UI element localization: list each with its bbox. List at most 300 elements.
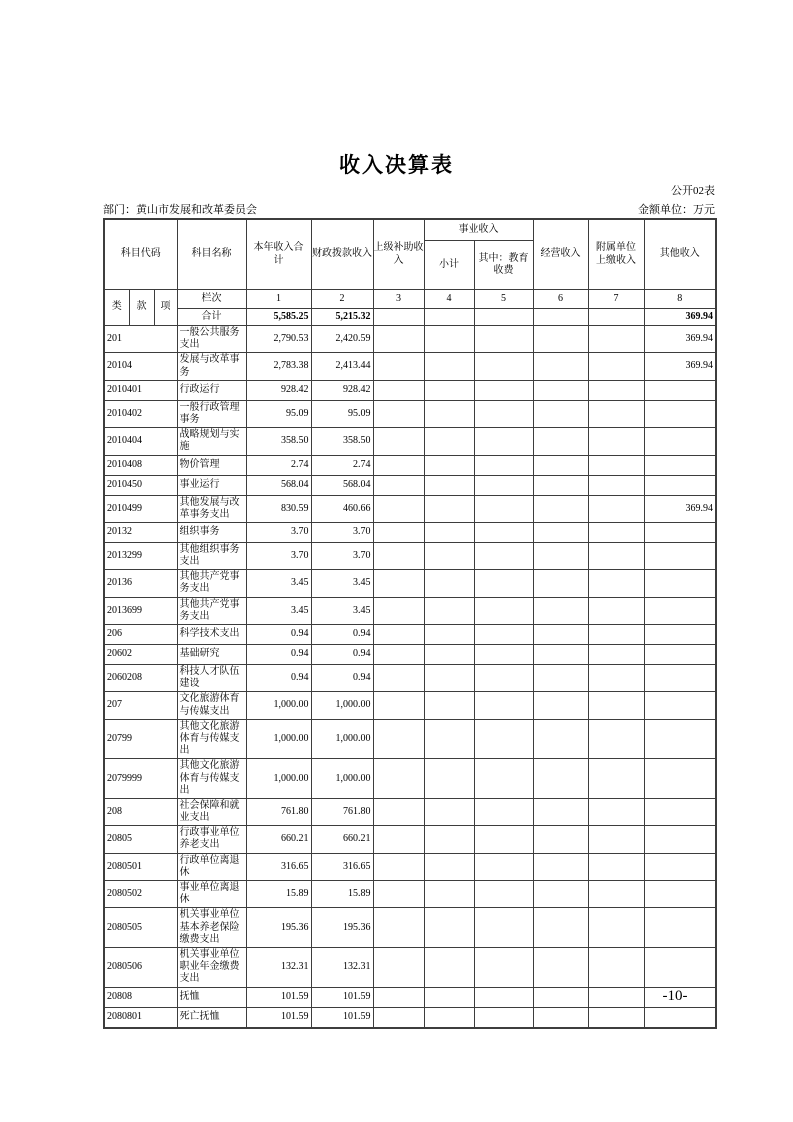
value-cell xyxy=(644,625,716,645)
table-row xyxy=(104,597,716,624)
value-cell xyxy=(533,570,588,597)
value-cell xyxy=(424,522,474,542)
value-cell: 3.70 xyxy=(246,522,311,542)
table-row xyxy=(104,987,716,1007)
table-row xyxy=(104,645,716,665)
header-section: 款 xyxy=(129,290,154,326)
value-cell xyxy=(424,326,474,353)
table-row xyxy=(104,428,716,455)
subject-code-cell: 2010401 xyxy=(104,380,177,400)
value-cell xyxy=(644,400,716,427)
value-cell xyxy=(424,645,474,665)
subject-code-cell: 201 xyxy=(104,326,177,353)
value-cell xyxy=(474,326,533,353)
subject-code-cell: 206 xyxy=(104,625,177,645)
value-cell xyxy=(533,947,588,987)
value-cell: 15.89 xyxy=(246,881,311,908)
value-cell xyxy=(644,798,716,825)
value-cell xyxy=(474,692,533,719)
value-cell xyxy=(424,853,474,880)
subject-code-cell: 2079999 xyxy=(104,759,177,799)
subject-code-cell: 2013299 xyxy=(104,542,177,569)
value-cell: 101.59 xyxy=(311,987,373,1007)
value-cell xyxy=(644,947,716,987)
subject-name-cell: 组织事务 xyxy=(177,522,246,542)
value-cell xyxy=(373,400,424,427)
value-cell xyxy=(424,455,474,475)
value-cell xyxy=(373,826,424,853)
table-row xyxy=(104,522,716,542)
table-row xyxy=(104,798,716,825)
value-cell xyxy=(474,522,533,542)
subject-name-cell: 其他文化旅游体育与传媒支出 xyxy=(177,719,246,759)
header-column-label: 栏次 xyxy=(177,290,246,309)
total-value-cell: 369.94 xyxy=(644,309,716,326)
income-accounts-table xyxy=(103,218,717,1029)
value-cell xyxy=(644,665,716,692)
value-cell xyxy=(533,597,588,624)
value-cell xyxy=(533,495,588,522)
header-col-4: 4 xyxy=(424,290,474,309)
table-row xyxy=(104,719,716,759)
value-cell xyxy=(424,495,474,522)
value-cell xyxy=(644,522,716,542)
value-cell xyxy=(588,475,644,495)
subject-code-cell: 2080502 xyxy=(104,881,177,908)
value-cell xyxy=(588,645,644,665)
subject-name-cell: 一般公共服务支出 xyxy=(177,326,246,353)
value-cell xyxy=(373,455,424,475)
value-cell xyxy=(533,853,588,880)
subject-code-cell: 20808 xyxy=(104,987,177,1007)
value-cell xyxy=(533,1007,588,1028)
value-cell xyxy=(588,798,644,825)
value-cell xyxy=(424,353,474,380)
header-col-5: 5 xyxy=(474,290,533,309)
value-cell: 369.94 xyxy=(644,326,716,353)
value-cell xyxy=(533,380,588,400)
subject-code-cell: 2010404 xyxy=(104,428,177,455)
table-row xyxy=(104,570,716,597)
total-label-cell: 合计 xyxy=(177,309,246,326)
value-cell xyxy=(474,380,533,400)
value-cell xyxy=(474,353,533,380)
value-cell xyxy=(474,987,533,1007)
value-cell xyxy=(533,400,588,427)
value-cell: 2,413.44 xyxy=(311,353,373,380)
value-cell: 3.70 xyxy=(246,542,311,569)
value-cell xyxy=(424,759,474,799)
value-cell: 101.59 xyxy=(311,1007,373,1028)
subject-name-cell: 战略规划与实施 xyxy=(177,428,246,455)
subject-code-cell: 20132 xyxy=(104,522,177,542)
value-cell xyxy=(588,542,644,569)
value-cell xyxy=(373,1007,424,1028)
value-cell xyxy=(373,853,424,880)
value-cell xyxy=(533,353,588,380)
subject-code-cell: 20805 xyxy=(104,826,177,853)
value-cell xyxy=(373,881,424,908)
value-cell xyxy=(644,380,716,400)
value-cell xyxy=(373,475,424,495)
value-cell xyxy=(373,353,424,380)
value-cell xyxy=(588,380,644,400)
table-row xyxy=(104,759,716,799)
value-cell xyxy=(533,987,588,1007)
value-cell xyxy=(424,1007,474,1028)
value-cell: 3.45 xyxy=(246,570,311,597)
value-cell xyxy=(424,987,474,1007)
table-row xyxy=(104,908,716,948)
grand-total-row xyxy=(104,309,716,326)
value-cell xyxy=(373,908,424,948)
value-cell xyxy=(373,625,424,645)
value-cell xyxy=(533,542,588,569)
subject-name-cell: 事业运行 xyxy=(177,475,246,495)
value-cell xyxy=(588,853,644,880)
subject-name-cell: 科技人才队伍建设 xyxy=(177,665,246,692)
value-cell xyxy=(533,522,588,542)
subject-name-cell: 科学技术支出 xyxy=(177,625,246,645)
value-cell xyxy=(424,597,474,624)
value-cell xyxy=(588,495,644,522)
value-cell: 3.45 xyxy=(311,597,373,624)
value-cell xyxy=(474,625,533,645)
value-cell xyxy=(588,987,644,1007)
value-cell xyxy=(474,428,533,455)
total-value-cell: 5,585.25 xyxy=(246,309,311,326)
value-cell xyxy=(424,719,474,759)
subject-code-cell: 2013699 xyxy=(104,597,177,624)
subject-name-cell: 行政运行 xyxy=(177,380,246,400)
value-cell: 460.66 xyxy=(311,495,373,522)
amount-unit-label: 金额单位：万元 xyxy=(638,204,715,216)
subject-code-cell: 2060208 xyxy=(104,665,177,692)
value-cell xyxy=(588,625,644,645)
subject-name-cell: 机关事业单位基本养老保险缴费支出 xyxy=(177,908,246,948)
subject-name-cell: 行政单位离退休 xyxy=(177,853,246,880)
value-cell xyxy=(588,881,644,908)
header-operating-income: 经营收入 xyxy=(533,219,588,290)
value-cell: 316.65 xyxy=(311,853,373,880)
value-cell xyxy=(533,326,588,353)
value-cell xyxy=(474,570,533,597)
value-cell xyxy=(588,665,644,692)
value-cell: 195.36 xyxy=(246,908,311,948)
value-cell: 316.65 xyxy=(246,853,311,880)
table-row xyxy=(104,625,716,645)
subject-name-cell: 发展与改革事务 xyxy=(177,353,246,380)
value-cell xyxy=(474,475,533,495)
value-cell xyxy=(533,665,588,692)
subject-name-cell: 事业单位离退休 xyxy=(177,881,246,908)
value-cell xyxy=(533,475,588,495)
table-row xyxy=(104,400,716,427)
value-cell: 358.50 xyxy=(311,428,373,455)
value-cell xyxy=(474,645,533,665)
subject-name-cell: 死亡抚恤 xyxy=(177,1007,246,1028)
value-cell: 3.70 xyxy=(311,522,373,542)
value-cell xyxy=(474,798,533,825)
value-cell: 2,790.53 xyxy=(246,326,311,353)
header-other-income: 其他收入 xyxy=(644,219,716,290)
value-cell: 761.80 xyxy=(311,798,373,825)
value-cell xyxy=(373,570,424,597)
table-row xyxy=(104,881,716,908)
subject-name-cell: 文化旅游体育与传媒支出 xyxy=(177,692,246,719)
value-cell: 15.89 xyxy=(311,881,373,908)
value-cell xyxy=(474,597,533,624)
value-cell xyxy=(644,826,716,853)
table-row xyxy=(104,353,716,380)
value-cell: 928.42 xyxy=(311,380,373,400)
value-cell xyxy=(373,645,424,665)
value-cell xyxy=(424,665,474,692)
value-cell: 132.31 xyxy=(246,947,311,987)
value-cell xyxy=(373,522,424,542)
value-cell xyxy=(644,719,716,759)
value-cell: 761.80 xyxy=(246,798,311,825)
value-cell xyxy=(474,455,533,475)
value-cell xyxy=(644,455,716,475)
value-cell: 95.09 xyxy=(246,400,311,427)
value-cell xyxy=(533,798,588,825)
total-value-cell xyxy=(474,309,533,326)
table-row xyxy=(104,326,716,353)
value-cell xyxy=(373,665,424,692)
table-row xyxy=(104,665,716,692)
table-row xyxy=(104,692,716,719)
value-cell xyxy=(533,719,588,759)
value-cell xyxy=(373,692,424,719)
value-cell: 568.04 xyxy=(311,475,373,495)
value-cell xyxy=(474,759,533,799)
value-cell xyxy=(474,947,533,987)
value-cell xyxy=(533,692,588,719)
value-cell: 95.09 xyxy=(311,400,373,427)
value-cell: 0.94 xyxy=(246,665,311,692)
value-cell: 101.59 xyxy=(246,987,311,1007)
header-class: 类 xyxy=(104,290,129,326)
value-cell xyxy=(644,475,716,495)
value-cell xyxy=(373,495,424,522)
header-fiscal-appropriation: 财政拨款收入 xyxy=(311,219,373,290)
value-cell xyxy=(588,455,644,475)
value-cell xyxy=(588,353,644,380)
value-cell xyxy=(644,881,716,908)
subject-code-cell: 2010499 xyxy=(104,495,177,522)
total-value-cell: 5,215.32 xyxy=(311,309,373,326)
value-cell xyxy=(474,665,533,692)
header-subject-name: 科目名称 xyxy=(177,219,246,290)
public-table-label: 公开02表 xyxy=(671,185,715,197)
page-title: 收入决算表 xyxy=(339,153,454,177)
subject-code-cell: 207 xyxy=(104,692,177,719)
value-cell xyxy=(588,719,644,759)
value-cell xyxy=(644,692,716,719)
subject-code-cell: 20799 xyxy=(104,719,177,759)
value-cell xyxy=(373,326,424,353)
value-cell xyxy=(424,947,474,987)
value-cell: 568.04 xyxy=(246,475,311,495)
subject-code-cell: 2080506 xyxy=(104,947,177,987)
value-cell: 2,420.59 xyxy=(311,326,373,353)
meta-row xyxy=(103,201,715,217)
subject-name-cell: 物价管理 xyxy=(177,455,246,475)
value-cell xyxy=(588,428,644,455)
header-business-subtotal: 小计 xyxy=(424,241,474,290)
value-cell xyxy=(474,400,533,427)
value-cell: 0.94 xyxy=(311,625,373,645)
subject-code-cell: 208 xyxy=(104,798,177,825)
subject-code-cell: 20136 xyxy=(104,570,177,597)
value-cell xyxy=(644,759,716,799)
value-cell xyxy=(474,495,533,522)
page-number: -10- xyxy=(662,988,688,1004)
value-cell xyxy=(588,908,644,948)
value-cell: 660.21 xyxy=(311,826,373,853)
value-cell xyxy=(474,908,533,948)
value-cell xyxy=(424,428,474,455)
value-cell: 132.31 xyxy=(311,947,373,987)
value-cell xyxy=(588,947,644,987)
value-cell: 101.59 xyxy=(246,1007,311,1028)
value-cell: 1,000.00 xyxy=(246,692,311,719)
subject-code-cell: 20104 xyxy=(104,353,177,380)
subject-code-cell: 2010450 xyxy=(104,475,177,495)
value-cell: 0.94 xyxy=(311,645,373,665)
subject-name-cell: 其他共产党事务支出 xyxy=(177,597,246,624)
value-cell xyxy=(644,1007,716,1028)
value-cell xyxy=(373,759,424,799)
subject-name-cell: 其他发展与改革事务支出 xyxy=(177,495,246,522)
total-value-cell xyxy=(424,309,474,326)
value-cell xyxy=(373,597,424,624)
value-cell: 2,783.38 xyxy=(246,353,311,380)
header-col-8: 8 xyxy=(644,290,716,309)
subject-name-cell: 行政事业单位养老支出 xyxy=(177,826,246,853)
value-cell: 369.94 xyxy=(644,353,716,380)
value-cell xyxy=(474,542,533,569)
value-cell: 2.74 xyxy=(246,455,311,475)
table-body xyxy=(104,326,716,1028)
header-affiliated-income: 附属单位上缴收入 xyxy=(588,219,644,290)
subject-name-cell: 基础研究 xyxy=(177,645,246,665)
subject-name-cell: 一般行政管理事务 xyxy=(177,400,246,427)
value-cell xyxy=(424,475,474,495)
value-cell: 369.94 xyxy=(644,495,716,522)
value-cell xyxy=(474,719,533,759)
header-business-income: 事业收入 xyxy=(424,219,533,241)
value-cell xyxy=(474,881,533,908)
header-total-income: 本年收入合计 xyxy=(246,219,311,290)
value-cell: 2.74 xyxy=(311,455,373,475)
value-cell xyxy=(474,826,533,853)
value-cell xyxy=(644,542,716,569)
table-row xyxy=(104,1007,716,1028)
value-cell: 830.59 xyxy=(246,495,311,522)
value-cell xyxy=(644,908,716,948)
value-cell xyxy=(424,908,474,948)
value-cell xyxy=(533,455,588,475)
value-cell: 928.42 xyxy=(246,380,311,400)
value-cell xyxy=(373,380,424,400)
value-cell: 3.70 xyxy=(311,542,373,569)
value-cell xyxy=(588,1007,644,1028)
table-row xyxy=(104,495,716,522)
value-cell: 660.21 xyxy=(246,826,311,853)
value-cell: 1,000.00 xyxy=(311,692,373,719)
table-row xyxy=(104,475,716,495)
value-cell xyxy=(588,570,644,597)
value-cell xyxy=(424,570,474,597)
header-row-columns xyxy=(104,290,716,309)
value-cell xyxy=(644,570,716,597)
value-cell xyxy=(424,380,474,400)
value-cell xyxy=(424,826,474,853)
header-col-3: 3 xyxy=(373,290,424,309)
subject-code-cell: 2080505 xyxy=(104,908,177,948)
value-cell xyxy=(424,881,474,908)
header-col-1: 1 xyxy=(246,290,311,309)
table-row xyxy=(104,853,716,880)
value-cell xyxy=(373,719,424,759)
value-cell xyxy=(533,759,588,799)
value-cell xyxy=(588,759,644,799)
department-label: 部门：黄山市发展和改革委员会 xyxy=(103,204,257,216)
value-cell xyxy=(373,947,424,987)
header-education-fees: 其中：教育收费 xyxy=(474,241,533,290)
subject-name-cell: 社会保障和就业支出 xyxy=(177,798,246,825)
total-value-cell xyxy=(588,309,644,326)
header-superior-subsidy: 上级补助收入 xyxy=(373,219,424,290)
value-cell xyxy=(588,326,644,353)
header-col-2: 2 xyxy=(311,290,373,309)
subject-name-cell: 其他文化旅游体育与传媒支出 xyxy=(177,759,246,799)
value-cell xyxy=(424,542,474,569)
subject-code-cell: 20602 xyxy=(104,645,177,665)
subject-code-cell: 2010402 xyxy=(104,400,177,427)
value-cell xyxy=(644,597,716,624)
value-cell: 3.45 xyxy=(311,570,373,597)
table-row xyxy=(104,542,716,569)
value-cell xyxy=(588,400,644,427)
value-cell: 3.45 xyxy=(246,597,311,624)
value-cell xyxy=(474,1007,533,1028)
value-cell xyxy=(533,881,588,908)
header-item: 项 xyxy=(154,290,177,326)
value-cell xyxy=(533,625,588,645)
total-value-cell xyxy=(373,309,424,326)
subject-name-cell: 其他组织事务支出 xyxy=(177,542,246,569)
value-cell xyxy=(644,645,716,665)
value-cell: 0.94 xyxy=(246,645,311,665)
value-cell xyxy=(373,987,424,1007)
value-cell xyxy=(588,597,644,624)
value-cell xyxy=(533,428,588,455)
value-cell xyxy=(424,400,474,427)
header-row-1 xyxy=(104,219,716,241)
value-cell xyxy=(474,853,533,880)
subject-name-cell: 其他共产党事务支出 xyxy=(177,570,246,597)
subject-code-cell: 2010408 xyxy=(104,455,177,475)
header-col-7: 7 xyxy=(588,290,644,309)
value-cell xyxy=(424,692,474,719)
value-cell: 1,000.00 xyxy=(246,759,311,799)
value-cell xyxy=(373,798,424,825)
value-cell xyxy=(644,428,716,455)
table-row xyxy=(104,380,716,400)
